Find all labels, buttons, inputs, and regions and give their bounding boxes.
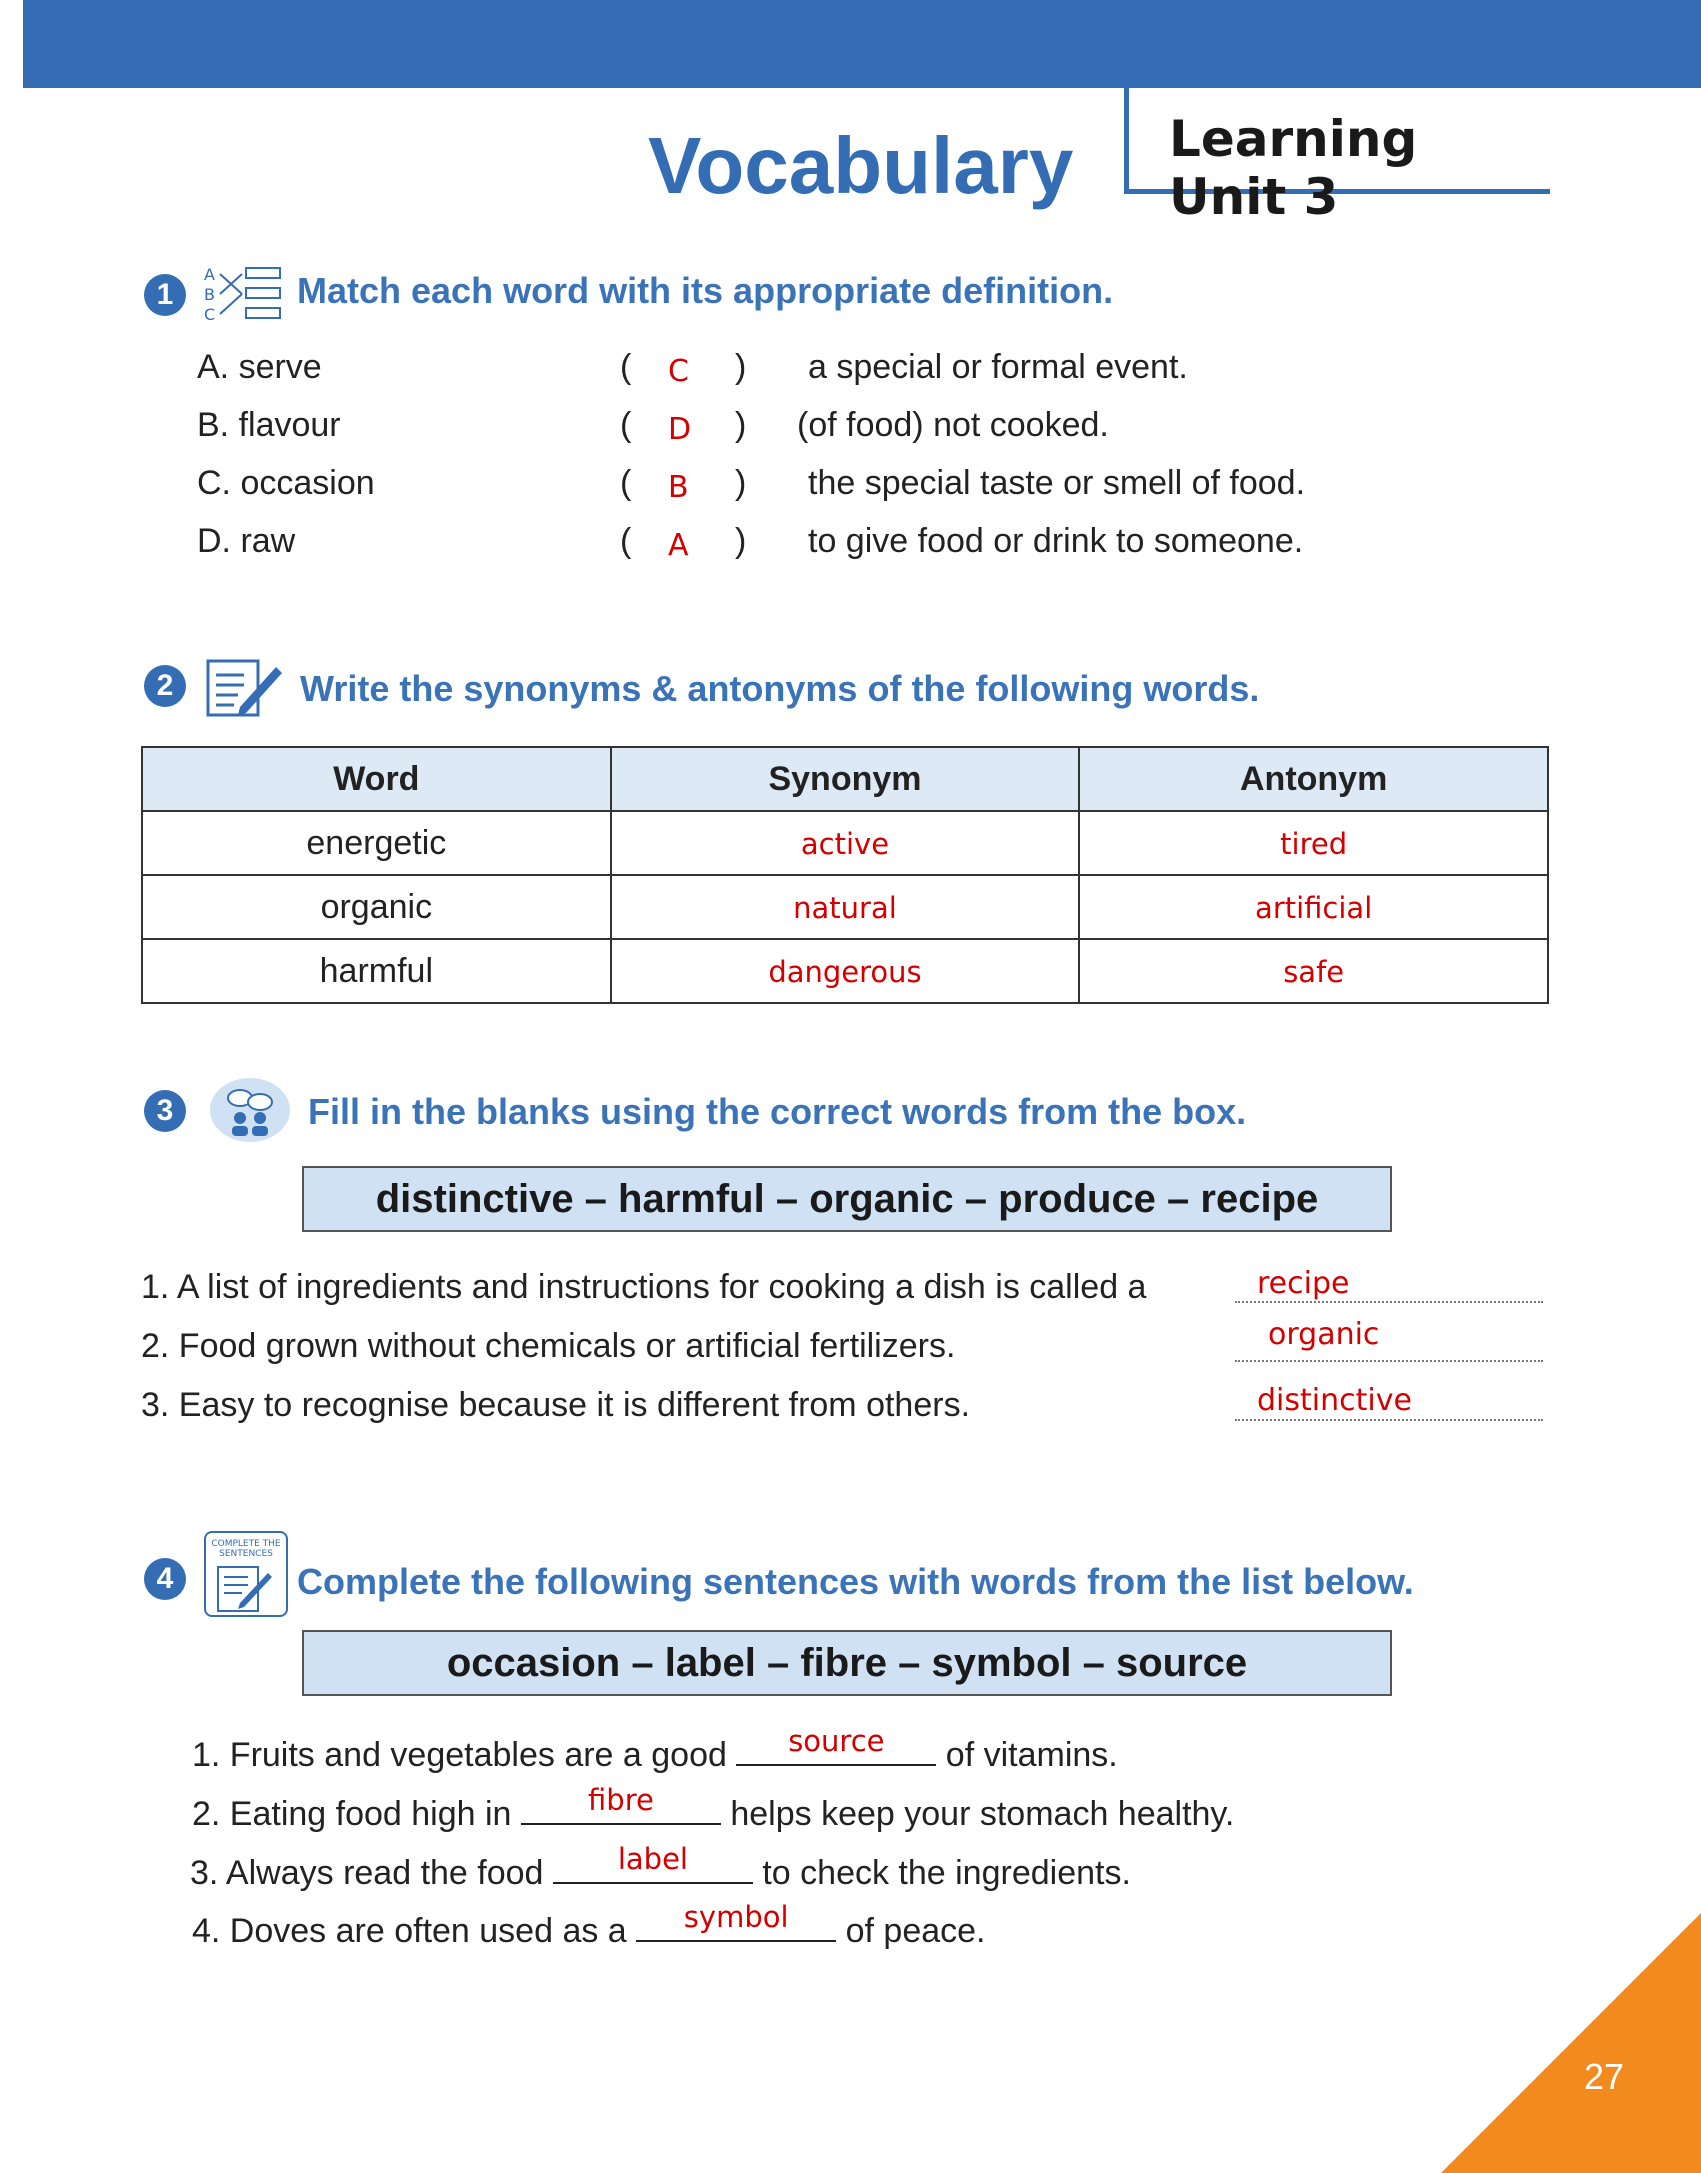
fill-answer: organic <box>1268 1317 1380 1352</box>
match-word: C. occasion <box>197 464 375 502</box>
match-word: D. raw <box>197 522 296 560</box>
table-row <box>142 875 1548 939</box>
section-2-number: 2 <box>144 665 186 707</box>
answer-blank <box>636 1900 836 1942</box>
word-cell: organic <box>142 875 611 939</box>
complete-sentences-icon <box>204 1531 288 1617</box>
match-answer: A <box>668 528 689 563</box>
section-3-number: 3 <box>144 1090 186 1132</box>
match-row: D. raw ( A ) to give food or drink to someone. <box>197 522 1304 563</box>
header-band <box>23 0 1701 88</box>
unit-label-box <box>1124 88 1550 226</box>
word-box: occasion – label – fibre – symbol – source <box>302 1630 1392 1696</box>
fill-answer: distinctive <box>1257 1383 1412 1418</box>
match-row: A. serve ( C ) a special or formal event. <box>197 348 1188 389</box>
answer-line <box>1235 1301 1543 1303</box>
match-definition: a special or formal event. <box>808 348 1188 386</box>
discussion-people-icon <box>208 1076 292 1144</box>
svg-text:B: B <box>204 285 215 304</box>
match-definition: (of food) not cooked. <box>797 406 1109 444</box>
fill-answer: recipe <box>1257 1266 1350 1301</box>
sentence-answer: label <box>617 1842 688 1876</box>
antonym-cell: artificial <box>1079 875 1548 939</box>
svg-text:A: A <box>204 265 215 284</box>
table-row <box>142 811 1548 875</box>
match-row: B. flavour ( D ) (of food) not cooked. <box>197 406 1109 447</box>
page-corner-decoration <box>1441 1913 1701 2173</box>
answer-blank <box>521 1783 721 1825</box>
answer-line <box>1235 1360 1543 1362</box>
svg-text:C: C <box>204 305 216 322</box>
sentence-answer: source <box>788 1724 885 1758</box>
section-4-instruction: Complete the following sentences with words from the list below. <box>297 1561 1414 1602</box>
match-word: A. serve <box>197 348 322 386</box>
match-definition: to give food or drink to someone. <box>808 522 1304 560</box>
unit-label: Learning Unit 3 <box>1169 110 1418 226</box>
notepad-pencil-icon <box>204 655 284 719</box>
answer-blank <box>736 1724 936 1766</box>
fill-item-text: 1. A list of ingredients and instructions for cooking a dish is called a <box>141 1268 1147 1306</box>
antonym-cell: tired <box>1079 811 1548 875</box>
icon-label: COMPLETE THE SENTENCES <box>211 1539 281 1559</box>
antonym-cell: safe <box>1079 939 1548 1003</box>
match-answer: D <box>668 412 692 447</box>
answer-line <box>1235 1419 1543 1421</box>
sentence-answer: fibre <box>588 1783 654 1817</box>
synonym-antonym-table <box>141 746 1549 1004</box>
word-cell: energetic <box>142 811 611 875</box>
fill-item-text: 3. Easy to recognise because it is different from others. <box>141 1386 971 1424</box>
sentence-item: 1. Fruits and vegetables are a good source of vitamins. <box>192 1724 1118 1774</box>
word-box: distinctive – harmful – organic – produce – recipe <box>302 1166 1392 1232</box>
synonym-cell: dangerous <box>611 939 1080 1003</box>
table-header-row <box>142 747 1548 811</box>
table-row <box>142 939 1548 1003</box>
column-header: Word <box>142 747 611 811</box>
page-number: 27 <box>1584 2056 1625 2097</box>
sentence-item: 2. Eating food high in fibre helps keep your stomach healthy. <box>192 1783 1235 1833</box>
synonym-cell: active <box>611 811 1080 875</box>
synonym-cell: natural <box>611 875 1080 939</box>
abc-matching-icon <box>202 262 284 322</box>
sentence-item: 4. Doves are often used as a symbol of peace. <box>192 1900 986 1950</box>
match-answer: B <box>668 470 689 505</box>
section-4-number: 4 <box>144 1558 186 1600</box>
section-1-instruction: Match each word with its appropriate definition. <box>297 270 1114 311</box>
section-1-number: 1 <box>144 274 186 316</box>
section-2-instruction: Write the synonyms & antonyms of the following words. <box>300 668 1260 709</box>
match-definition: the special taste or smell of food. <box>808 464 1306 502</box>
column-header: Antonym <box>1079 747 1548 811</box>
match-word: B. flavour <box>197 406 341 444</box>
sentence-answer: symbol <box>683 1900 789 1934</box>
match-answer: C <box>668 354 689 389</box>
word-cell: harmful <box>142 939 611 1003</box>
section-3-instruction: Fill in the blanks using the correct words from the box. <box>308 1091 1247 1132</box>
answer-blank <box>553 1842 753 1884</box>
sentence-item: 3. Always read the food label to check the ingredients. <box>190 1842 1131 1892</box>
match-row: C. occasion ( B ) the special taste or smell of food. <box>197 464 1306 505</box>
column-header: Synonym <box>611 747 1080 811</box>
page-title: Vocabulary <box>648 121 1074 210</box>
fill-item-text: 2. Food grown without chemicals or artificial fertilizers. <box>141 1327 956 1365</box>
